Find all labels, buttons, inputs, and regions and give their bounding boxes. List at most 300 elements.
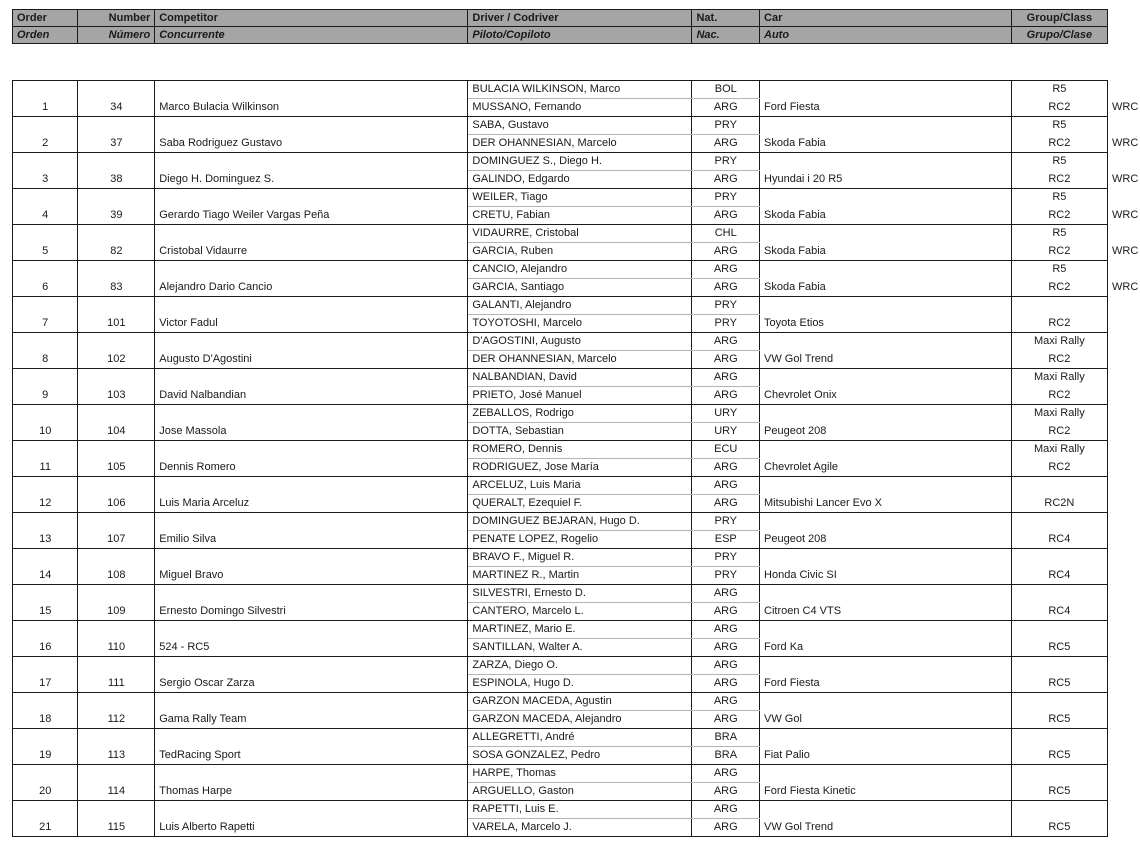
entry-row-codriver (13, 675, 1108, 693)
entry-row-codriver (13, 747, 1108, 765)
entry-codriver-nat: ARG (692, 459, 760, 477)
entry-competitor-spacer (155, 153, 468, 171)
entry-number-spacer (78, 81, 155, 99)
entry-car-spacer (760, 405, 1012, 423)
header-competitor: Competitor (155, 10, 468, 27)
entry-row-driver (13, 117, 1108, 135)
entry-codriver: RODRIGUEZ, Jose María (468, 459, 692, 477)
entry-car-spacer (760, 333, 1012, 351)
header-auto: Auto (760, 27, 1012, 44)
column-header-table (12, 9, 1108, 44)
entry-row-codriver (13, 207, 1108, 225)
entry-number: 34 (78, 99, 155, 117)
entry-class: RC4 (1011, 531, 1107, 549)
entry-competitor-spacer (155, 801, 468, 819)
entry-group: Maxi Rally (1011, 405, 1107, 423)
entry-row-codriver (13, 279, 1108, 297)
entry-codriver-nat: ARG (692, 279, 760, 297)
header-driver-codriver: Driver / Codriver (468, 10, 692, 27)
entry-row-codriver (13, 531, 1108, 549)
entry-number: 111 (78, 675, 155, 693)
entry-group: R5 (1011, 225, 1107, 243)
entry-row-codriver (13, 783, 1108, 801)
entry-order: 10 (13, 423, 78, 441)
entry-order: 13 (13, 531, 78, 549)
entry-competitor-spacer (155, 405, 468, 423)
entry-number-spacer (78, 153, 155, 171)
entry-number-spacer (78, 729, 155, 747)
entry-row-codriver (13, 243, 1108, 261)
entry-competitor: Thomas Harpe (155, 783, 468, 801)
entry-number-spacer (78, 765, 155, 783)
entry-row-driver (13, 801, 1108, 819)
header-row-spanish (13, 27, 1108, 44)
entry-number-spacer (78, 333, 155, 351)
entry-class: RC2 (1011, 459, 1107, 477)
entry-car: Ford Fiesta Kinetic (760, 783, 1012, 801)
entry-number: 110 (78, 639, 155, 657)
entry-order: 18 (13, 711, 78, 729)
entry-order-spacer (13, 369, 78, 387)
entry-competitor: Jose Massola (155, 423, 468, 441)
entry-car: Peugeot 208 (760, 531, 1012, 549)
header-car: Car (760, 10, 1012, 27)
entry-group: R5 (1011, 81, 1107, 99)
entry-codriver-nat: ESP (692, 531, 760, 549)
entry-car-spacer (760, 81, 1012, 99)
entry-driver: MARTINEZ, Mario E. (468, 621, 692, 639)
entry-row-driver (13, 297, 1108, 315)
entry-driver: GALANTI, Alejandro (468, 297, 692, 315)
entry-competitor-spacer (155, 441, 468, 459)
entry-order-spacer (13, 621, 78, 639)
entry-number: 82 (78, 243, 155, 261)
entry-codriver-nat: ARG (692, 783, 760, 801)
entry-competitor: Gama Rally Team (155, 711, 468, 729)
entry-class: RC2 (1011, 387, 1107, 405)
entry-competitor-spacer (155, 117, 468, 135)
entry-driver: ZARZA, Diego O. (468, 657, 692, 675)
entry-extra-label: WRC (1112, 209, 1139, 221)
entry-car-spacer (760, 513, 1012, 531)
entry-number: 108 (78, 567, 155, 585)
entry-row-codriver (13, 423, 1108, 441)
entry-number: 101 (78, 315, 155, 333)
entry-codriver-nat: URY (692, 423, 760, 441)
entry-class: RC5 (1011, 639, 1107, 657)
header-nationality: Nat. (692, 10, 760, 27)
entry-codriver: CRETU, Fabian (468, 207, 692, 225)
entry-number: 106 (78, 495, 155, 513)
entry-class: RC2 (1011, 171, 1107, 189)
entry-car-spacer (760, 765, 1012, 783)
entry-car: Ford Fiesta (760, 99, 1012, 117)
entry-competitor: David Nalbandian (155, 387, 468, 405)
entry-competitor-spacer (155, 189, 468, 207)
entry-driver-nat: ARG (692, 585, 760, 603)
entry-competitor: TedRacing Sport (155, 747, 468, 765)
entry-codriver-nat: ARG (692, 243, 760, 261)
entry-codriver-nat: PRY (692, 567, 760, 585)
entry-row-codriver (13, 387, 1108, 405)
entry-order: 21 (13, 819, 78, 837)
entry-order-spacer (13, 189, 78, 207)
entry-group: R5 (1011, 261, 1107, 279)
entry-group (1011, 657, 1107, 675)
entry-codriver: PRIETO, José Manuel (468, 387, 692, 405)
header-number: Number (78, 10, 155, 27)
entry-class: RC2 (1011, 243, 1107, 261)
entry-codriver-nat: PRY (692, 315, 760, 333)
entry-row-driver (13, 369, 1108, 387)
entry-competitor: Miguel Bravo (155, 567, 468, 585)
entry-number: 115 (78, 819, 155, 837)
entry-extra-label: WRC (1112, 281, 1139, 293)
entry-order: 7 (13, 315, 78, 333)
entry-row-codriver (13, 495, 1108, 513)
entry-order-spacer (13, 765, 78, 783)
entry-group: R5 (1011, 153, 1107, 171)
entry-order-spacer (13, 549, 78, 567)
entry-group (1011, 621, 1107, 639)
entry-group (1011, 513, 1107, 531)
entry-driver: WEILER, Tiago (468, 189, 692, 207)
entry-group: R5 (1011, 117, 1107, 135)
entry-order: 12 (13, 495, 78, 513)
entry-car: Peugeot 208 (760, 423, 1012, 441)
entry-number-spacer (78, 117, 155, 135)
header-nacionalidad: Nac. (692, 27, 760, 44)
entry-driver-nat: PRY (692, 513, 760, 531)
entry-codriver: GARCIA, Ruben (468, 243, 692, 261)
entry-competitor: Victor Fadul (155, 315, 468, 333)
entry-competitor-spacer (155, 621, 468, 639)
entry-row-codriver (13, 171, 1108, 189)
entry-competitor-spacer (155, 261, 468, 279)
entry-list-table (12, 80, 1108, 837)
entry-order: 6 (13, 279, 78, 297)
entry-competitor-spacer (155, 729, 468, 747)
entry-competitor: Diego H. Dominguez S. (155, 171, 468, 189)
entry-driver: ZEBALLOS, Rodrigo (468, 405, 692, 423)
entry-competitor: Luis Alberto Rapetti (155, 819, 468, 837)
entry-car-spacer (760, 261, 1012, 279)
entry-order: 4 (13, 207, 78, 225)
entry-class: RC4 (1011, 603, 1107, 621)
entry-competitor: Dennis Romero (155, 459, 468, 477)
entry-number-spacer (78, 621, 155, 639)
entry-class: RC5 (1011, 711, 1107, 729)
entry-class: RC5 (1011, 783, 1107, 801)
entry-car-spacer (760, 585, 1012, 603)
entry-row-codriver (13, 603, 1108, 621)
header-order: Order (13, 10, 78, 27)
entry-class: RC2 (1011, 423, 1107, 441)
entry-codriver: MARTINEZ R., Martin (468, 567, 692, 585)
entry-driver: SABA, Gustavo (468, 117, 692, 135)
entry-car: Chevrolet Agile (760, 459, 1012, 477)
entry-competitor: Augusto D'Agostini (155, 351, 468, 369)
entry-row-driver (13, 549, 1108, 567)
entry-order: 8 (13, 351, 78, 369)
entry-car-spacer (760, 729, 1012, 747)
entry-driver-nat: ARG (692, 369, 760, 387)
entry-codriver-nat: ARG (692, 675, 760, 693)
entry-row-codriver (13, 135, 1108, 153)
entry-group (1011, 765, 1107, 783)
entry-driver: ARCELUZ, Luis Maria (468, 477, 692, 495)
entry-row-codriver (13, 711, 1108, 729)
entry-order-spacer (13, 477, 78, 495)
entry-order-spacer (13, 153, 78, 171)
entry-car-spacer (760, 369, 1012, 387)
entry-number-spacer (78, 189, 155, 207)
entry-driver-nat: ARG (692, 261, 760, 279)
entry-codriver: GARCIA, Santiago (468, 279, 692, 297)
entry-driver-nat: URY (692, 405, 760, 423)
entry-order: 19 (13, 747, 78, 765)
entry-order-spacer (13, 261, 78, 279)
entry-number: 114 (78, 783, 155, 801)
entry-extra-label: WRC (1112, 245, 1139, 257)
entry-row-driver (13, 261, 1108, 279)
entry-driver-nat: ARG (692, 693, 760, 711)
entry-group: Maxi Rally (1011, 441, 1107, 459)
entry-competitor-spacer (155, 765, 468, 783)
entry-car: Hyundai i 20 R5 (760, 171, 1012, 189)
entry-row-driver (13, 657, 1108, 675)
entry-driver: ROMERO, Dennis (468, 441, 692, 459)
entry-codriver-nat: ARG (692, 603, 760, 621)
entry-number-spacer (78, 549, 155, 567)
entry-class: RC2 (1011, 351, 1107, 369)
entry-order: 17 (13, 675, 78, 693)
header-concurrente: Concurrente (155, 27, 468, 44)
entry-car-spacer (760, 549, 1012, 567)
entry-competitor: Emilio Silva (155, 531, 468, 549)
entry-codriver: DOTTA, Sebastian (468, 423, 692, 441)
entry-driver-nat: ARG (692, 801, 760, 819)
entry-driver: ALLEGRETTI, André (468, 729, 692, 747)
entry-class: RC2 (1011, 315, 1107, 333)
entry-codriver: MUSSANO, Fernando (468, 99, 692, 117)
entry-car-spacer (760, 657, 1012, 675)
entry-row-driver (13, 153, 1108, 171)
entry-extra-label: WRC (1112, 101, 1139, 113)
entry-number-spacer (78, 441, 155, 459)
entry-codriver-nat: ARG (692, 171, 760, 189)
entry-driver: DOMINGUEZ S., Diego H. (468, 153, 692, 171)
entry-car: VW Gol (760, 711, 1012, 729)
entry-order: 15 (13, 603, 78, 621)
entry-competitor: Cristobal Vidaurre (155, 243, 468, 261)
entry-car-spacer (760, 189, 1012, 207)
entry-car: Honda Civic SI (760, 567, 1012, 585)
entry-order-spacer (13, 801, 78, 819)
entry-car-spacer (760, 225, 1012, 243)
entry-competitor: Ernesto Domingo Silvestri (155, 603, 468, 621)
entry-group (1011, 549, 1107, 567)
entry-number-spacer (78, 225, 155, 243)
entry-codriver-nat: ARG (692, 639, 760, 657)
entry-competitor: Alejandro Dario Cancio (155, 279, 468, 297)
entry-competitor-spacer (155, 477, 468, 495)
entry-order: 20 (13, 783, 78, 801)
entry-number: 38 (78, 171, 155, 189)
entry-driver: HARPE, Thomas (468, 765, 692, 783)
entry-class: RC5 (1011, 747, 1107, 765)
entry-number-spacer (78, 585, 155, 603)
entry-driver: DOMINGUEZ BEJARAN, Hugo D. (468, 513, 692, 531)
entry-driver: BRAVO F., Miguel R. (468, 549, 692, 567)
entry-driver: D'AGOSTINI, Augusto (468, 333, 692, 351)
entry-number: 109 (78, 603, 155, 621)
entry-driver-nat: BRA (692, 729, 760, 747)
entry-order-spacer (13, 585, 78, 603)
entry-codriver: DER OHANNESIAN, Marcelo (468, 351, 692, 369)
entry-codriver: ESPINOLA, Hugo D. (468, 675, 692, 693)
entry-row-codriver (13, 639, 1108, 657)
entry-driver: NALBANDIAN, David (468, 369, 692, 387)
entry-class: RC2 (1011, 207, 1107, 225)
entry-driver: VIDAURRE, Cristobal (468, 225, 692, 243)
entry-order: 1 (13, 99, 78, 117)
entry-group (1011, 693, 1107, 711)
entry-competitor-spacer (155, 585, 468, 603)
header-grupo-clase: Grupo/Clase (1011, 27, 1107, 44)
entry-row-driver (13, 585, 1108, 603)
entry-car-spacer (760, 297, 1012, 315)
entry-number-spacer (78, 513, 155, 531)
entry-car: Skoda Fabia (760, 279, 1012, 297)
entry-row-driver (13, 225, 1108, 243)
entry-order: 5 (13, 243, 78, 261)
entry-car: Chevrolet Onix (760, 387, 1012, 405)
entry-order-spacer (13, 225, 78, 243)
entry-order-spacer (13, 693, 78, 711)
entry-order-spacer (13, 729, 78, 747)
entry-class: RC2 (1011, 279, 1107, 297)
entry-class: RC4 (1011, 567, 1107, 585)
header-orden: Orden (13, 27, 78, 44)
entry-competitor-spacer (155, 333, 468, 351)
entry-codriver-nat: ARG (692, 135, 760, 153)
entry-driver-nat: ARG (692, 477, 760, 495)
entry-number-spacer (78, 657, 155, 675)
entry-row-driver (13, 81, 1108, 99)
entry-number: 39 (78, 207, 155, 225)
entry-group (1011, 729, 1107, 747)
entry-competitor: Gerardo Tiago Weiler Vargas Peña (155, 207, 468, 225)
entry-competitor: Luis Maria Arceluz (155, 495, 468, 513)
entry-row-driver (13, 333, 1108, 351)
entry-driver: GARZON MACEDA, Agustin (468, 693, 692, 711)
entry-car: VW Gol Trend (760, 819, 1012, 837)
entry-competitor-spacer (155, 513, 468, 531)
header-row-english (13, 10, 1108, 27)
entry-codriver-nat: ARG (692, 819, 760, 837)
entry-class: RC2 (1011, 135, 1107, 153)
entry-driver: BULACIA WILKINSON, Marco (468, 81, 692, 99)
entry-driver-nat: BOL (692, 81, 760, 99)
entry-competitor-spacer (155, 297, 468, 315)
entry-driver: RAPETTI, Luis E. (468, 801, 692, 819)
entry-class: RC2N (1011, 495, 1107, 513)
entry-car: Skoda Fabia (760, 207, 1012, 225)
entry-competitor-spacer (155, 549, 468, 567)
entry-number-spacer (78, 261, 155, 279)
entry-order-spacer (13, 297, 78, 315)
entry-car-spacer (760, 801, 1012, 819)
entry-order: 14 (13, 567, 78, 585)
entry-order: 2 (13, 135, 78, 153)
entry-car-spacer (760, 693, 1012, 711)
entry-codriver: CANTERO, Marcelo L. (468, 603, 692, 621)
entry-codriver: SOSA GONZALEZ, Pedro (468, 747, 692, 765)
entry-driver-nat: ARG (692, 333, 760, 351)
entry-row-codriver (13, 315, 1108, 333)
entry-number-spacer (78, 405, 155, 423)
entry-number-spacer (78, 369, 155, 387)
entry-number: 107 (78, 531, 155, 549)
entry-competitor-spacer (155, 225, 468, 243)
entry-row-driver (13, 765, 1108, 783)
entry-order: 16 (13, 639, 78, 657)
entry-driver-nat: ARG (692, 765, 760, 783)
entry-order-spacer (13, 81, 78, 99)
entry-number: 105 (78, 459, 155, 477)
entry-group (1011, 477, 1107, 495)
entry-driver: CANCIO, Alejandro (468, 261, 692, 279)
entry-codriver: PENATE LOPEZ, Rogelio (468, 531, 692, 549)
entry-row-codriver (13, 567, 1108, 585)
header-numero: Número (78, 27, 155, 44)
entry-codriver-nat: BRA (692, 747, 760, 765)
entry-number: 37 (78, 135, 155, 153)
entry-competitor: Saba Rodriguez Gustavo (155, 135, 468, 153)
entry-row-driver (13, 693, 1108, 711)
entry-competitor-spacer (155, 693, 468, 711)
entry-group: R5 (1011, 189, 1107, 207)
entry-row-driver (13, 513, 1108, 531)
entry-driver-nat: ARG (692, 657, 760, 675)
entry-driver-nat: PRY (692, 117, 760, 135)
entry-codriver-nat: ARG (692, 351, 760, 369)
entry-codriver-nat: ARG (692, 495, 760, 513)
entry-car: Citroen C4 VTS (760, 603, 1012, 621)
entry-codriver-nat: ARG (692, 99, 760, 117)
entry-order-spacer (13, 333, 78, 351)
entry-row-driver (13, 477, 1108, 495)
entry-driver-nat: ARG (692, 621, 760, 639)
entry-car: Mitsubishi Lancer Evo X (760, 495, 1012, 513)
entry-car-spacer (760, 477, 1012, 495)
entry-car: Skoda Fabia (760, 135, 1012, 153)
entry-driver-nat: PRY (692, 153, 760, 171)
entry-driver-nat: PRY (692, 189, 760, 207)
entry-car: Fiat Palio (760, 747, 1012, 765)
entry-codriver: ARGUELLO, Gaston (468, 783, 692, 801)
entry-codriver-nat: ARG (692, 207, 760, 225)
entry-class: RC5 (1011, 675, 1107, 693)
entry-car: Ford Fiesta (760, 675, 1012, 693)
entry-group (1011, 297, 1107, 315)
entry-competitor-spacer (155, 81, 468, 99)
entry-number-spacer (78, 477, 155, 495)
entry-competitor: Sergio Oscar Zarza (155, 675, 468, 693)
entry-row-driver (13, 621, 1108, 639)
entry-number-spacer (78, 693, 155, 711)
